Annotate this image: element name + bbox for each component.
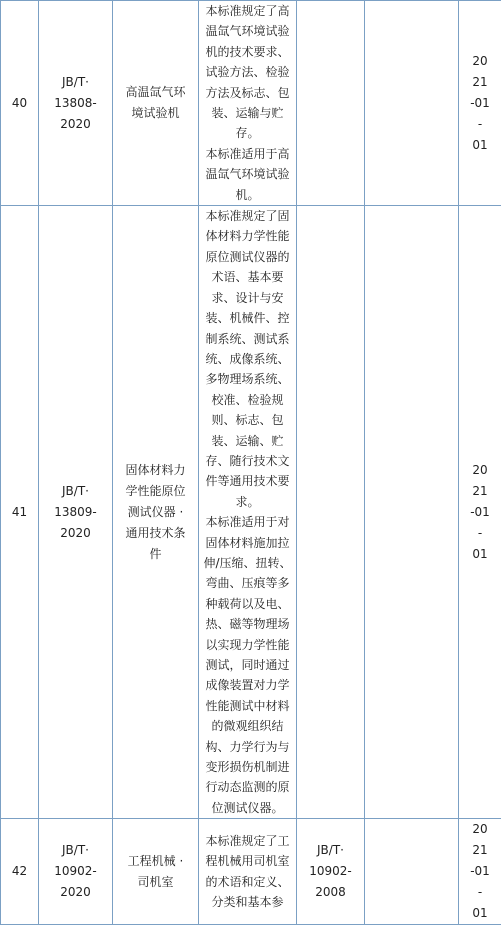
effective-date: 2021 -01- 01 [459,206,501,819]
table-row [1,1,501,206]
row-number: 40 [1,1,39,206]
standard-code: JB/T· 13808- 2020 [39,1,113,206]
row-number: 41 [1,206,39,819]
replaced-standard [297,1,365,206]
standard-scope: 本标准规定了高温氙气环境试验机的技术要求、试验方法、检验方法及标志、包装、运输与贮存。 本标准适用于高温氙气环境试验机。 [199,1,297,206]
table-row [1,206,501,819]
effective-date: 2021 -01- 01 [459,819,501,925]
adopted-standard [365,1,459,206]
standard-code: JB/T· 13809- 2020 [39,206,113,819]
table-row [1,819,501,925]
adopted-standard [365,206,459,819]
adopted-standard [365,819,459,925]
standard-scope: 本标准规定了固体材料力学性能原位测试仪器的术语、基本要求、设计与安装、机械件、控制系统、测试系统、成像系统、多物理场系统、校准、检验规则、标志、包装、运输、贮存、随行技术文件等通用技术要求。 本标准适用于对固体材料施加拉伸/压缩、扭转、弯曲、压痕等多种载荷以及电、热、磁等物理场以实现力学性能测试，同时通过成像装置对力学性能测试中材料的微观组织结构、力学行为与变形损伤机制进行动态监测的原位测试仪器。 [199,206,297,819]
standard-name: 高温氙气环 境试验机 [113,1,199,206]
replaced-standard [297,206,365,819]
standard-name: 固体材料力 学性能原位 测试仪器 · 通用技术条 件 [113,206,199,819]
standard-scope: 本标准规定了工程机械用司机室的术语和定义、分类和基本参 [199,819,297,925]
standard-name: 工程机械 · 司机室 [113,819,199,925]
effective-date: 2021 -01- 01 [459,1,501,206]
row-number: 42 [1,819,39,925]
standard-code: JB/T· 10902- 2020 [39,819,113,925]
replaced-standard: JB/T· 10902- 2008 [297,819,365,925]
